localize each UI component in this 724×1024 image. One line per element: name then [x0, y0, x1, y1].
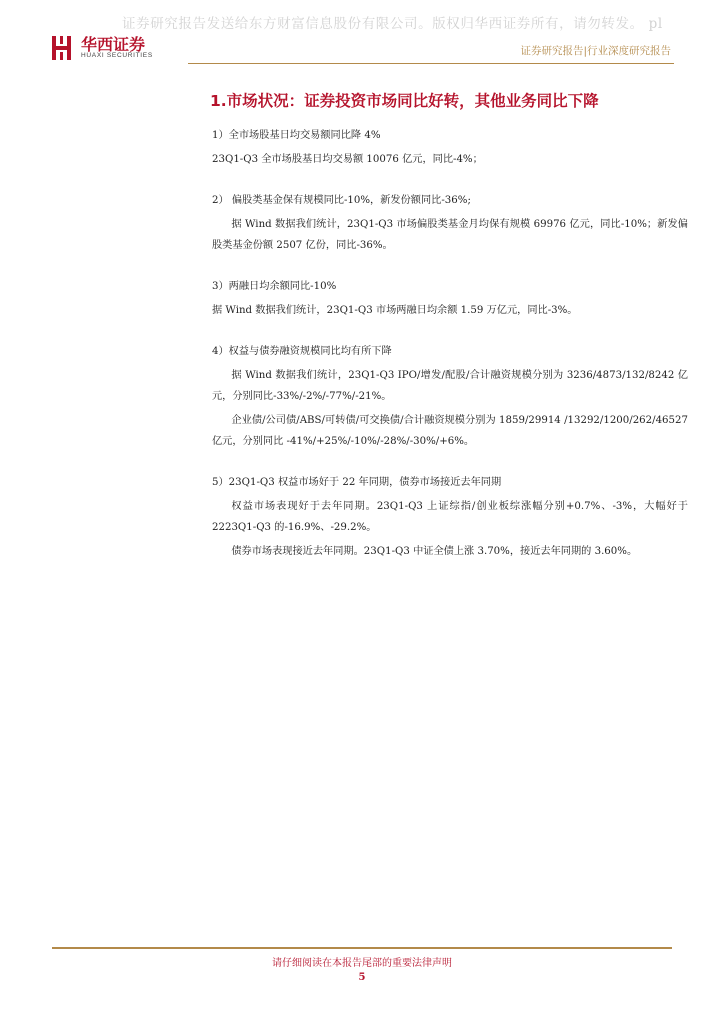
content-block [212, 190, 688, 256]
huaxi-logo-icon [50, 34, 76, 62]
content-block [212, 125, 688, 170]
block-paragraph: 据 Wind 数据我们统计，23Q1-Q3 IPO/增发/配股/合计融资规模分别为 3236/4873/132/8242 亿元，分别同比-33%/-2%/-77%/-21%。 [212, 370, 688, 402]
logo-english-name: HUAXI SECURITIES [81, 52, 153, 59]
block-paragraph: 据 Wind 数据我们统计，23Q1-Q3 市场偏股类基金月均保有规模 69976 亿元，同比-10%；新发偏股类基金份额 2507 亿份，同比-36%。 [212, 219, 688, 251]
page-number: 5 [358, 972, 366, 983]
block-heading: 2） 偏股类基金保有规模同比-10%，新发份额同比-36%; [212, 195, 471, 206]
block-paragraph: 权益市场表现好于去年同期。23Q1-Q3 上证综指/创业板综涨幅分别+0.7%、-3%，大幅好于 2223Q1-Q3 的-16.9%、-29.2%。 [212, 501, 688, 533]
section-body [212, 125, 688, 562]
block-heading: 3）两融日均余额同比-10% [212, 281, 337, 292]
report-type-label: 证券研究报告|行业深度研究报告 [520, 45, 671, 57]
logo-chinese-name: 华西证券 [81, 35, 146, 54]
header-divider [188, 63, 674, 64]
content-block [212, 276, 688, 321]
content-block [212, 472, 688, 562]
block-heading: 4）权益与债券融资规模同比均有所下降 [212, 346, 392, 357]
block-paragraph: 23Q1-Q3 全市场股基日均交易额 10076 亿元，同比-4%； [212, 154, 483, 165]
block-paragraph: 企业债/公司债/ABS/可转债/可交换债/合计融资规模分别为 1859/29914 /13292/1200/262/46527 亿元，分别同比 -41%/+25%/-10%/-28%/-30%/+6%。 [212, 415, 688, 447]
section-title: 1.市场状况：证券投资市场同比好转，其他业务同比下降 [210, 92, 599, 110]
legal-notice: 请仔细阅读在本报告尾部的重要法律声明 [272, 958, 452, 969]
block-paragraph: 债券市场表现接近去年同期。23Q1-Q3 中证全债上涨 3.70%，接近去年同期的 3.60%。 [231, 546, 638, 557]
block-heading: 5）23Q1-Q3 权益市场好于 22 年同期，债券市场接近去年同期 [212, 477, 502, 488]
block-heading: 1）全市场股基日均交易额同比降 4% [212, 130, 381, 141]
footer-divider [52, 947, 672, 949]
content-block [212, 341, 688, 452]
watermark: 证券研究报告发送给东方财富信息股份有限公司。版权归华西证券所有，请勿转发。 pl [122, 16, 663, 32]
block-paragraph: 据 Wind 数据我们统计，23Q1-Q3 市场两融日均余额 1.59 万亿元，同比-3%。 [212, 305, 578, 316]
